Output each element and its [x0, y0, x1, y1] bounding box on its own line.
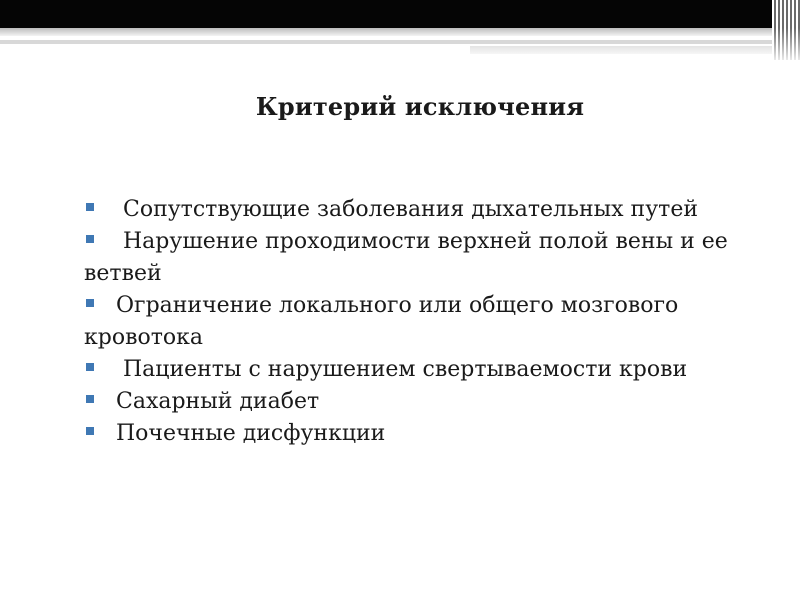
list-item-text: Нарушение проходимости верхней полой вены и ее ветвей	[84, 229, 728, 286]
header-stripes-fade	[774, 28, 800, 60]
criteria-list	[84, 194, 734, 450]
list-item	[84, 226, 734, 290]
header-band	[0, 0, 772, 28]
slide-title: Критерий исключения	[255, 92, 585, 121]
square-bullet-icon	[86, 203, 94, 211]
list-item	[84, 418, 734, 450]
square-bullet-icon	[86, 299, 94, 307]
list-item	[84, 290, 734, 354]
list-item-text: Сопутствующие заболевания дыхательных путей	[116, 197, 699, 222]
list-item	[84, 354, 734, 386]
square-bullet-icon	[86, 427, 94, 435]
header-accent	[470, 46, 772, 54]
list-item-text: Пациенты с нарушением свертываемости крови	[116, 357, 688, 382]
header-divider	[0, 40, 772, 44]
square-bullet-icon	[86, 395, 94, 403]
list-item	[84, 194, 734, 226]
square-bullet-icon	[86, 235, 94, 243]
list-item	[84, 386, 734, 418]
header-shadow	[0, 28, 772, 36]
list-item-text: Ограничение локального или общего мозгового кровотока	[84, 293, 679, 350]
list-item-text: Сахарный диабет	[116, 389, 320, 414]
square-bullet-icon	[86, 363, 94, 371]
list-item-text: Почечные дисфункции	[116, 421, 386, 446]
